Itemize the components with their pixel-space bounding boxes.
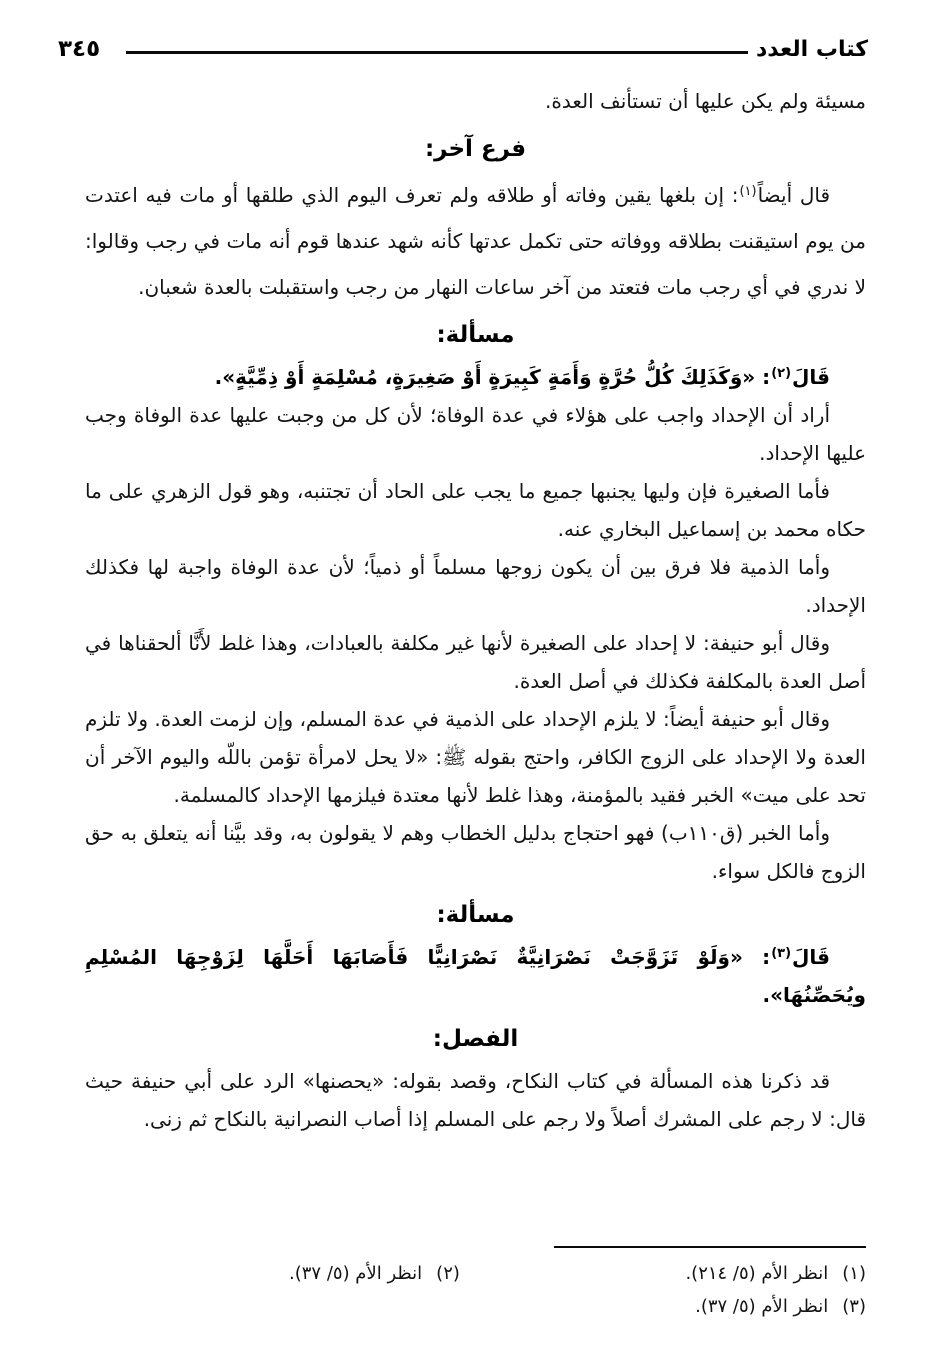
qala-lead: قَالَ	[792, 365, 830, 389]
paragraph-fasl: قد ذكرنا هذه المسألة في كتاب النكاح، وقصد بقوله: «يحصنها» الرد على أبي حنيفة حيث قال: لا رجم على المشرك أصلاً ولا رجم على المسلم إذا أصاب النصرانية بالنكاح ثم زنى.	[85, 1069, 866, 1131]
footnote-separator-rule	[554, 1246, 866, 1248]
paragraph-dhimmiyya: وأما الذمية فلا فرق بين أن يكون زوجها مسلماً أو ذمياً؛ لأن عدة الوفاة واجبة لها فكذلك الإحداد.	[85, 555, 866, 617]
paragraph-saghira: فأما الصغيرة فإن وليها يجنبها جميع ما يجب على الحاد أن تجتنبه، وهو قول الزهري على ما حكاه محمد بن إسماعيل البخاري عنه.	[85, 479, 866, 541]
footnote-item-2	[289, 1257, 460, 1290]
paragraph-far3	[85, 172, 866, 310]
qala-quote: : «وَكَذَلِكَ كُلُّ حُرَّةٍ وَأَمَةٍ كَبِيرَةٍ أَوْ صَغِيرَةٍ، مُسْلِمَةٍ أَوْ ذِمِّيَّةٍ».	[214, 365, 771, 389]
footnote-ref-3: (٣)	[771, 946, 792, 961]
section-heading-masala-2: مسألة:	[436, 902, 515, 928]
footnote-item-1	[460, 1257, 866, 1290]
section-heading-masala-1: مسألة:	[436, 322, 515, 348]
page-header	[58, 36, 868, 62]
continuation-line: مسيئة ولم يكن عليها أن تستأنف العدة.	[545, 89, 866, 113]
qala-quote: : «وَلَوْ تَزَوَّجَتْ نَصْرَانِيَّةٌ نَصْرَانِيًّا فَأَصَابَهَا أَحَلَّهَا لِزَوْجِهَا المُسْلِمِ ويُحَصِّنُهَا».	[85, 945, 866, 1007]
footnote-marker: (٢)	[436, 1263, 460, 1284]
footnote-ref-2: (٢)	[771, 366, 792, 381]
paragraph-khabar: وأما الخبر (ق١١٠ب) فهو احتجاج بدليل الخطاب وهم لا يقولون به، وقد بيَّنا أنه يتعلق به حق الزوج فالكل سواء.	[85, 821, 866, 883]
footnote-marker: (٣)	[842, 1296, 866, 1317]
qala-lead: قَالَ	[792, 945, 830, 969]
paragraph-lead: قال أيضاً	[757, 183, 831, 207]
qala-statement-2	[85, 938, 866, 1014]
book-title: كتاب العدد	[755, 36, 868, 62]
qala-statement-1	[85, 358, 866, 396]
footnote-text: انظر الأم (٥/ ٢١٤).	[685, 1263, 829, 1284]
footnote-row	[85, 1257, 866, 1290]
footnote-text: انظر الأم (٥/ ٣٧).	[695, 1296, 829, 1317]
footnotes	[85, 1246, 866, 1323]
paragraph-abu-hanifa-1: وقال أبو حنيفة: لا إحداد على الصغيرة لأنها غير مكلفة بالعبادات، وهذا غلط لأَنَّا ألحقناها في أصل العدة بالمكلفة فكذلك في أصل العدة.	[85, 631, 866, 693]
header-rule	[126, 51, 748, 54]
page-body	[85, 78, 866, 1138]
page-number: ٣٤٥	[58, 36, 101, 62]
paragraph-text: : إن بلغها يقين وفاته أو طلاقه ولم تعرف اليوم الذي طلقها أو مات فيه اعتدت من يوم استيقنت بطلاقه ووفاته حتى تكمل عدتها كأنه شهد عندها قوم أنه مات في رجب وقالوا: لا ندري في أي رجب مات فتعتد من آخر ساعات النهار من رجب واستقبلت بالعدة شعبان.	[85, 183, 866, 299]
section-heading-fasl: الفصل:	[432, 1026, 519, 1052]
footnote-text: انظر الأم (٥/ ٣٧).	[289, 1263, 423, 1284]
footnote-marker: (١)	[842, 1263, 866, 1284]
paragraph-irada: أراد أن الإحداد واجب على هؤلاء في عدة الوفاة؛ لأن كل من وجبت عليها عدة الوفاة وجب عليها الإحداد.	[85, 403, 866, 465]
footnote-item-3	[460, 1290, 866, 1323]
footnote-row	[85, 1290, 866, 1323]
section-heading-far3-akhar: فرع آخر:	[424, 136, 527, 162]
footnote-ref-1: (١)	[739, 184, 757, 199]
paragraph-abu-hanifa-2: وقال أبو حنيفة أيضاً: لا يلزم الإحداد على الذمية في عدة المسلم، وإن لزمت العدة. ولا تلزم العدة ولا الإحداد على الزوج الكافر، واحتج بقوله ﷺ: «لا يحل لامرأة تؤمن باللّه واليوم الآخر أن تحد على ميت» الخبر فقيد بالمؤمنة، وهذا غلط لأنها معتدة فيلزمها الإحداد كالمسلمة.	[85, 707, 866, 807]
